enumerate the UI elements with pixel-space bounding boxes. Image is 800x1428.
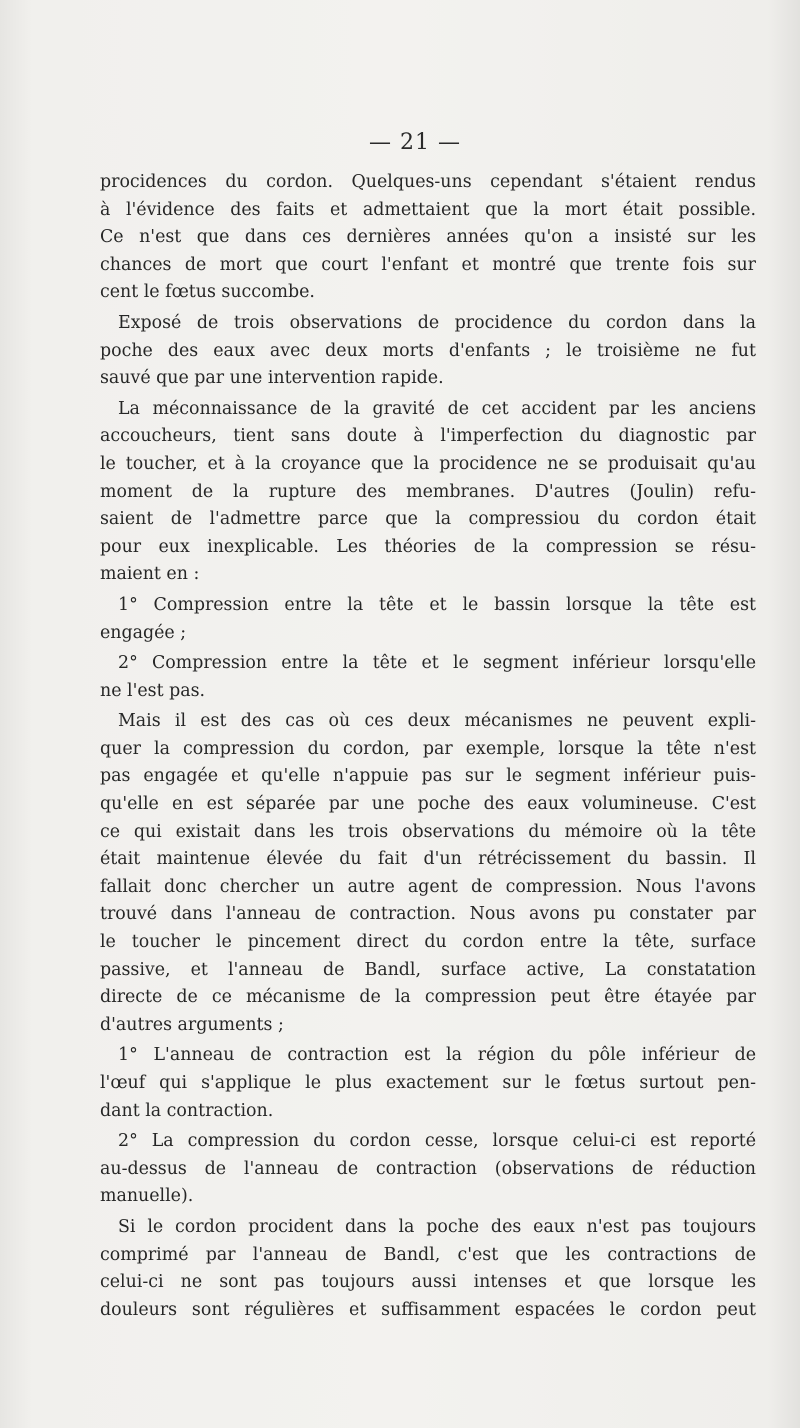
text-line: d'autres arguments ; [100, 1014, 284, 1035]
paragraph [100, 169, 756, 307]
text-line: 2° La compression du cordon cesse, lorsque celui-ci est reporté [118, 1131, 756, 1152]
paragraph [100, 650, 756, 705]
text-line: sauvé que par une intervention rapide. [100, 368, 444, 389]
text-line: dant la contraction. [100, 1100, 274, 1121]
text-line: accoucheurs, tient sans doute à l'imperfection du diagnostic par [100, 426, 756, 447]
paragraph [100, 1128, 756, 1211]
paragraph [100, 1214, 756, 1324]
text-line: l'œuf qui s'applique le plus exactement sur le fœtus surtout pen- [100, 1073, 756, 1093]
text-line: le toucher le pincement direct du cordon entre la tête, surface [100, 932, 756, 953]
text-line: trouvé dans l'anneau de contraction. Nous avons pu constater par [100, 904, 756, 925]
text-line: le toucher, et à la croyance que la procidence ne se produisait qu'au [100, 453, 756, 474]
text-line: quer la compression du cordon, par exemple, lorsque la tête n'est [100, 738, 756, 759]
text-line: Ce n'est que dans ces dernières années qu'on a insisté sur les [100, 227, 756, 248]
text-line: pour eux inexplicable. Les théories de la compression se résu- [100, 536, 756, 557]
text-line: chances de mort que court l'enfant et montré que trente fois sur [100, 254, 756, 275]
text-line: ne l'est pas. [100, 680, 206, 701]
body-text [100, 169, 756, 1324]
text-line: moment de la rupture des membranes. D'autres (Joulin) refu- [100, 481, 756, 502]
text-line: à l'évidence des faits et admettaient que la mort était possible. [100, 199, 756, 220]
page-number: — 21 — [369, 130, 461, 155]
text-line: comprimé par l'anneau de Bandl, c'est que les contractions de [100, 1244, 756, 1265]
text-line: manuelle). [100, 1186, 194, 1207]
text-line: saient de l'admettre parce que la compressiou du cordon était [100, 509, 756, 530]
text-line: douleurs sont régulières et suffisamment espacées le cordon peut [100, 1299, 756, 1320]
text-line: 1° Compression entre la tête et le bassin lorsque la tête est [118, 594, 756, 615]
text-line: La méconnaissance de la gravité de cet accident par les anciens [118, 398, 756, 419]
text-line: 2° Compression entre la tête et le segment inférieur lorsqu'elle [118, 653, 756, 674]
text-line: Exposé de trois observations de procidence du cordon dans la [118, 312, 756, 333]
text-line: pas engagée et qu'elle n'appuie pas sur le segment inférieur puis- [100, 766, 756, 787]
text-line: Mais il est des cas où ces deux mécanismes ne peuvent expli- [118, 711, 756, 732]
text-line: directe de ce mécanisme de la compression peut être étayée par [100, 987, 756, 1008]
text-line: maient en : [100, 564, 200, 585]
paragraph [100, 1042, 756, 1125]
text-line: Si le cordon procident dans la poche des eaux n'est pas toujours [118, 1216, 756, 1237]
text-line: passive, et l'anneau de Bandl, surface active, La constatation [100, 959, 756, 980]
text-line: était maintenue élevée du fait d'un rétrécissement du bassin. Il [100, 849, 756, 870]
text-line: au-dessus de l'anneau de contraction (observations de réduction [100, 1158, 756, 1179]
text-line: qu'elle en est séparée par une poche des eaux volumineuse. C'est [100, 794, 756, 815]
text-line: engagée ; [100, 622, 187, 643]
paragraph [100, 708, 756, 1039]
text-line: celui-ci ne sont pas toujours aussi intenses et que lorsque les [100, 1272, 756, 1293]
text-line: fallait donc chercher un autre agent de compression. Nous l'avons [100, 876, 756, 897]
text-line: 1° L'anneau de contraction est la région du pôle inférieur de [118, 1045, 756, 1066]
text-line: poche des eaux avec deux morts d'enfants ; le troisième ne fut [100, 340, 756, 361]
text-line: cent le fœtus succombe. [100, 282, 315, 303]
text-line: ce qui existait dans les trois observations du mémoire où la tête [100, 821, 756, 842]
text-line: procidences du cordon. Quelques-uns cependant s'étaient rendus [100, 172, 756, 192]
paragraph [100, 310, 756, 393]
paragraph [100, 396, 756, 589]
paragraph [100, 592, 756, 647]
